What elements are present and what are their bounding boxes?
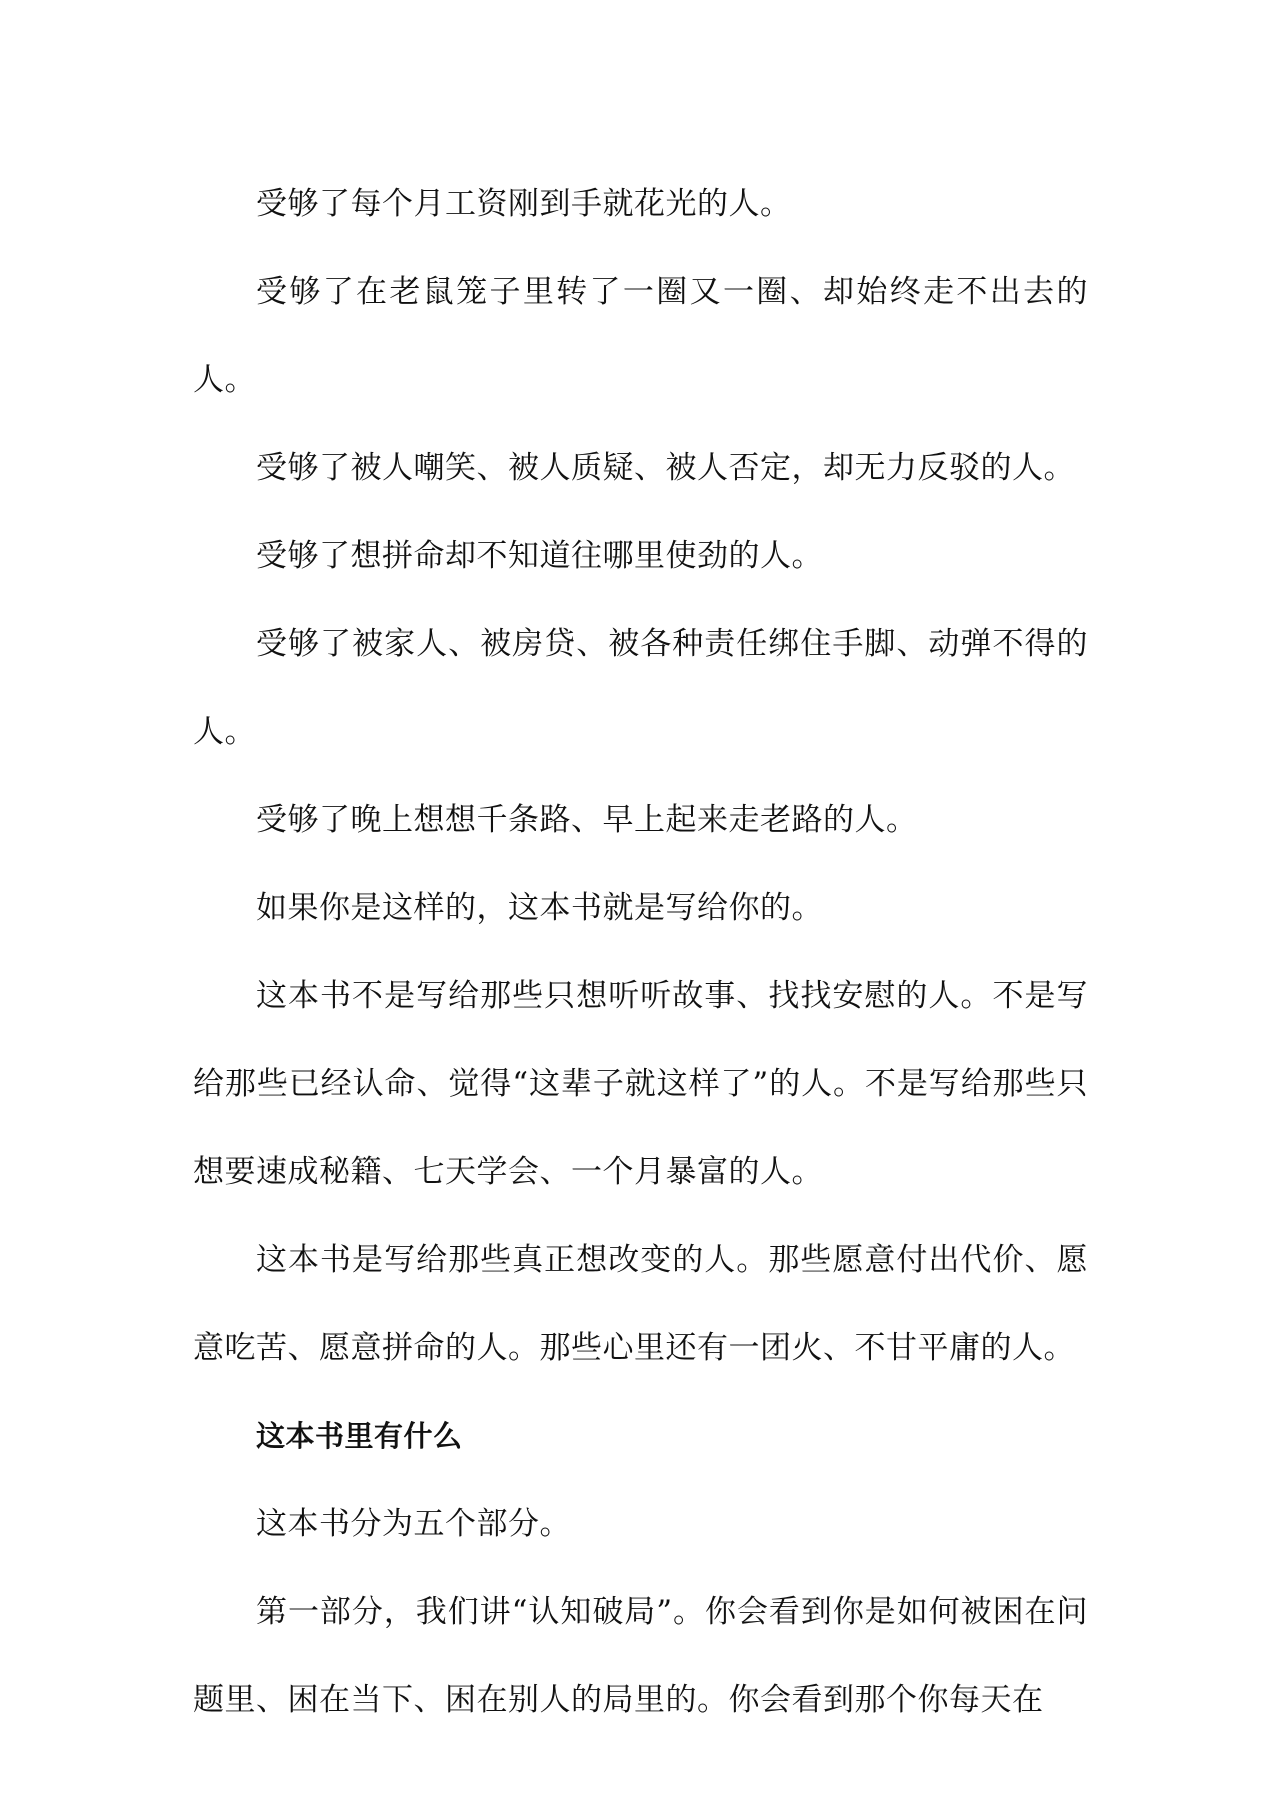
paragraph: 第一部分，我们讲“认知破局”。你会看到你是如何被困在问题里、困在当下、困在别人的局里的。你会看到那个你每天在 [193, 1594, 1088, 1718]
paragraph: 受够了每个月工资刚到手就花光的人。 [256, 186, 792, 222]
paragraph: 受够了晚上想想千条路、早上起来走老路的人。 [256, 802, 918, 838]
paragraph: 如果你是这样的，这本书就是写给你的。 [256, 890, 823, 926]
paragraph: 受够了被人嘲笑、被人质疑、被人否定，却无力反驳的人。 [256, 450, 1075, 486]
document-body [193, 160, 1088, 1744]
paragraph: 这本书是写给那些真正想改变的人。那些愿意付出代价、愿意吃苦、愿意拼命的人。那些心里还有一团火、不甘平庸的人。 [193, 1242, 1088, 1366]
paragraph: 受够了想拼命却不知道往哪里使劲的人。 [256, 538, 823, 574]
paragraph: 这本书不是写给那些只想听听故事、找找安慰的人。不是写给那些已经认命、觉得“这辈子就这样了”的人。不是写给那些只想要速成秘籍、七天学会、一个月暴富的人。 [193, 978, 1088, 1190]
section-heading: 这本书里有什么 [256, 1419, 463, 1453]
paragraph: 这本书分为五个部分。 [256, 1506, 571, 1542]
paragraph: 受够了被家人、被房贷、被各种责任绑住手脚、动弹不得的人。 [193, 626, 1088, 750]
paragraph: 受够了在老鼠笼子里转了一圈又一圈、却始终走不出去的人。 [193, 274, 1088, 398]
